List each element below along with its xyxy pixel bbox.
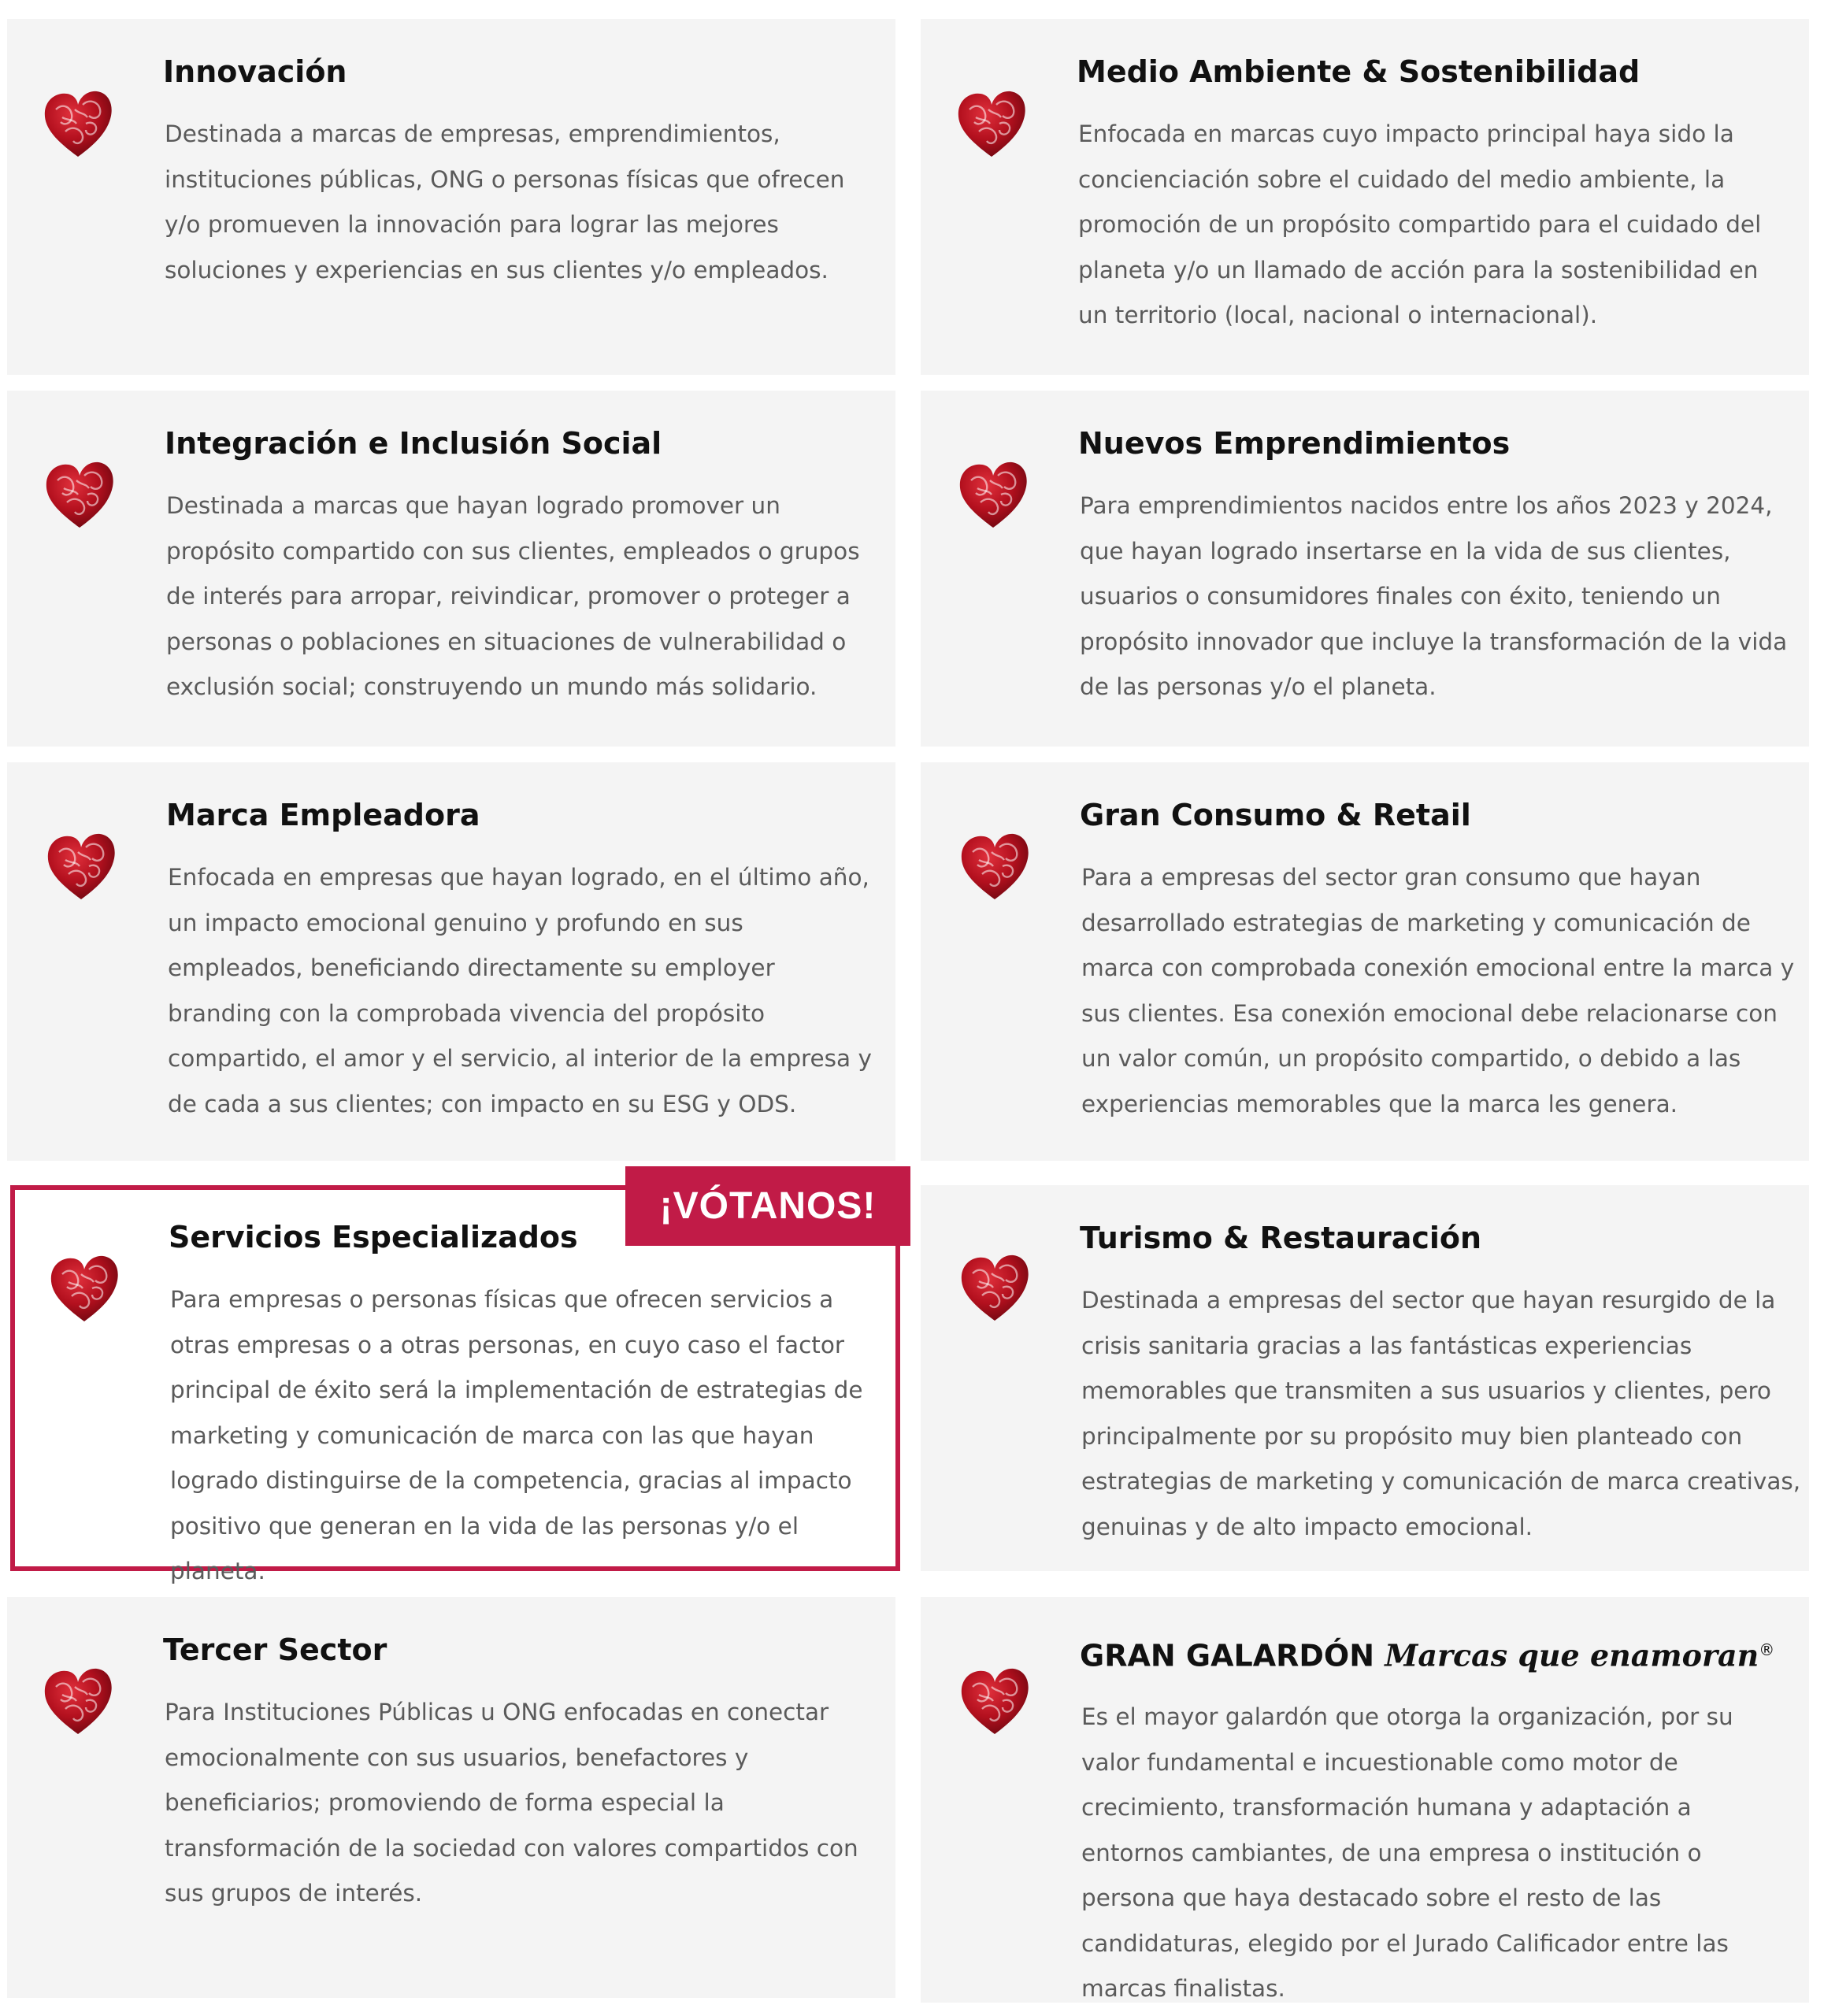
registered-mark: ® <box>1759 1640 1775 1659</box>
heart-icon <box>952 86 1031 165</box>
category-card-nuevos-emprendimientos <box>921 391 1809 747</box>
category-card-medio-ambiente <box>921 19 1809 375</box>
heart-icon <box>45 1251 124 1329</box>
category-title: Marca Empleadora <box>166 798 480 832</box>
category-description: Para empresas o personas físicas que ofrecen servicios a otras empresas o a otras personas, en cuyo caso el factor principal de éxito será la implementación de estrategias de marketing y comunicación de marca con las que hayan logrado distinguirse de la competencia, gracias al impacto positivo que generan en la vida de las personas y/o el planeta. <box>170 1286 863 1584</box>
category-description: Destinada a marcas que hayan logrado promover un propósito compartido con sus clientes, empleados o grupos de interés para arropar, reivindicar, promover o proteger a personas o poblaciones en situaciones de vulnerabilidad o exclusión social; construyendo un mundo más solidario. <box>166 492 860 700</box>
heart-icon <box>40 457 119 536</box>
category-description: Para Instituciones Públicas u ONG enfocadas en conectar emocionalmente con sus usuarios, benefactores y beneficiarios; promoviendo de forma especial la transformación de la sociedad con valores compartidos con sus grupos de interés. <box>165 1699 858 1907</box>
category-title: Servicios Especializados <box>169 1220 578 1254</box>
category-description: Destinada a empresas del sector que hayan resurgido de la crisis sanitaria gracias a las fantásticas experiencias memorables que transmiten a sus usuarios y clientes, pero principalmente por su propósito muy bien planteado con estrategias de marketing y comunicación de marca creativas, genuinas y de alto impacto emocional. <box>1081 1287 1801 1540</box>
category-card-tercer-sector <box>7 1597 895 1998</box>
category-card-marca-empleadora <box>7 762 895 1161</box>
heart-icon <box>955 828 1034 907</box>
category-description: Es el mayor galardón que otorga la organización, por su valor fundamental e incuestionable como motor de crecimiento, transformación humana y adaptación a entornos cambiantes, de una empresa o institución o persona que haya destacado sobre el resto de las candidaturas, elegido por el Jurado Calificador entre las marcas finalistas. <box>1081 1703 1733 2002</box>
heart-icon <box>954 457 1032 536</box>
category-card-gran-consumo <box>921 762 1809 1161</box>
marcas-que-enamoran-logotype: Marcas que enamoran <box>1385 1637 1759 1673</box>
category-description: Enfocada en empresas que hayan logrado, en el último año, un impacto emocional genuino y profundo en sus empleados, beneficiando directamente su employer branding con la comprobada vivencia del propósito compartido, el amor y el servicio, al interior de la empresa y de cada a sus clientes; con impacto en su ESG y ODS. <box>168 864 872 1117</box>
heart-icon <box>39 1663 117 1742</box>
category-card-innovacion <box>7 19 895 375</box>
category-description: Para emprendimientos nacidos entre los años 2023 y 2024, que hayan logrado insertarse en la vida de sus clientes, usuarios o consumidores finales con éxito, teniendo un propósito innovador que incluye la transformación de la vida de las personas y/o el planeta. <box>1080 492 1788 700</box>
category-title: Innovación <box>163 54 347 89</box>
category-card-turismo <box>921 1185 1809 1571</box>
category-card-integracion <box>7 391 895 747</box>
category-description: Para a empresas del sector gran consumo que hayan desarrollado estrategias de marketing y comunicación de marca con comprobada conexión emocional entre la marca y sus clientes. Esa conexión emocional debe relacionarse con un valor común, un propósito compartido, o debido a las experiencias memorables que la marca les genera. <box>1081 864 1795 1117</box>
heart-icon <box>39 86 117 165</box>
gran-galardon-label: GRAN GALARDÓN <box>1080 1638 1375 1673</box>
category-title: Turismo & Restauración <box>1080 1221 1482 1255</box>
category-title: Gran Consumo & Retail <box>1080 798 1471 832</box>
heart-icon <box>955 1250 1034 1329</box>
heart-icon <box>955 1663 1034 1742</box>
category-title: Medio Ambiente & Sostenibilidad <box>1077 54 1640 89</box>
category-title: Nuevos Emprendimientos <box>1078 426 1511 461</box>
category-description: Destinada a marcas de empresas, emprendimientos, instituciones públicas, ONG o personas físicas que ofrecen y/o promueven la innovación para lograr las mejores soluciones y experiencias en sus clientes y/o empleados. <box>165 120 845 284</box>
heart-icon <box>42 828 120 907</box>
vote-badge[interactable]: ¡VÓTANOS! <box>625 1166 910 1246</box>
category-title: Tercer Sector <box>163 1632 387 1667</box>
category-title <box>1080 1630 1774 1676</box>
category-card-gran-galardon <box>921 1597 1809 2003</box>
category-title: Integración e Inclusión Social <box>165 426 662 461</box>
category-description: Enfocada en marcas cuyo impacto principal haya sido la concienciación sobre el cuidado del medio ambiente, la promoción de un propósito compartido para el cuidado del planeta y/o un llamado de acción para la sostenibilidad en un territorio (local, nacional o internacional). <box>1078 120 1762 328</box>
